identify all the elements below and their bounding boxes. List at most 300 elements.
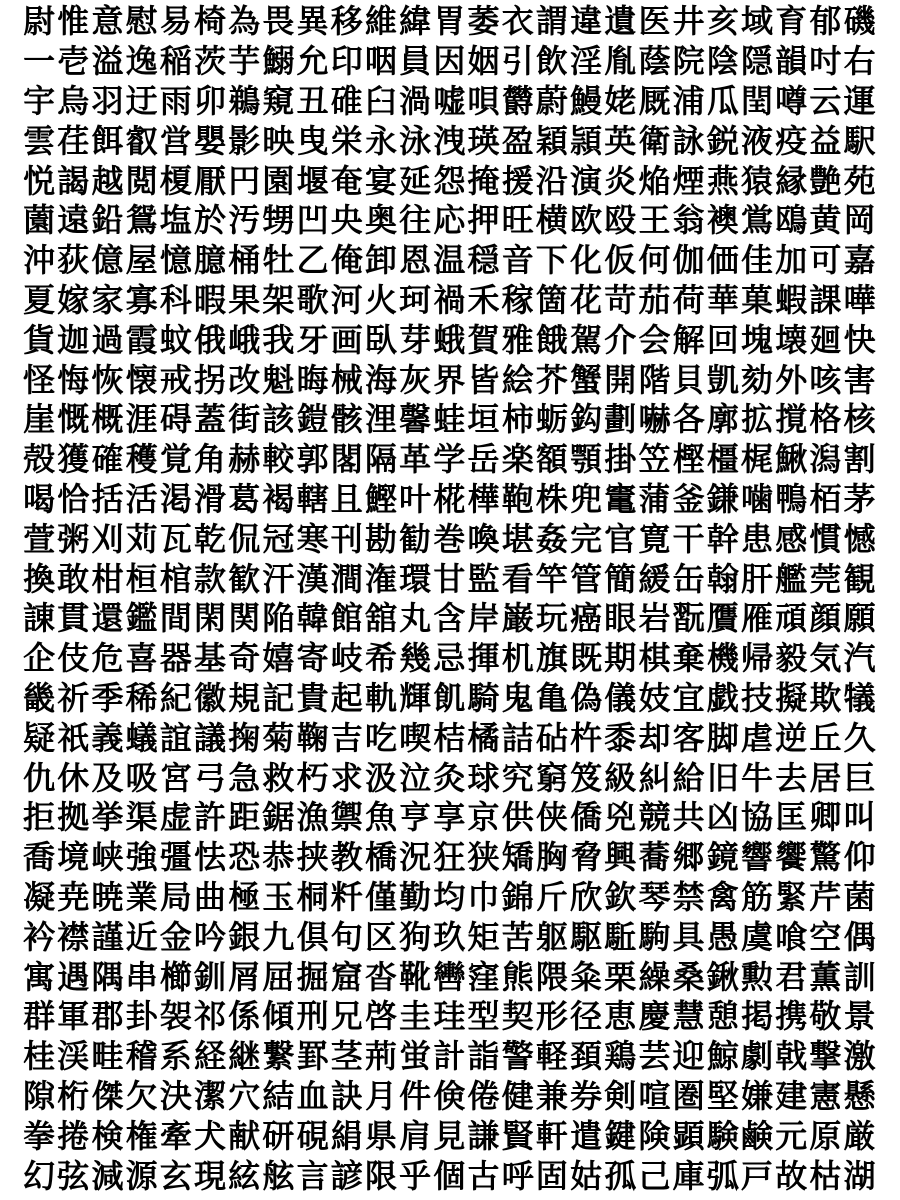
kanji-glyph: 堅	[706, 1076, 739, 1115]
kanji-row	[0, 400, 900, 440]
kanji-glyph: 騎	[467, 678, 500, 717]
kanji-glyph: 柑	[91, 559, 124, 598]
kanji-glyph: 寡	[125, 280, 158, 319]
kanji-glyph: 樫	[672, 440, 705, 479]
kanji-glyph: 滑	[194, 479, 227, 518]
kanji-glyph: 戸	[741, 1156, 774, 1195]
kanji-glyph: 憾	[843, 519, 876, 558]
kanji-glyph: 悔	[57, 360, 90, 399]
kanji-glyph: 巨	[843, 758, 876, 797]
kanji-glyph: 吸	[125, 758, 158, 797]
kanji-glyph: 営	[159, 121, 192, 160]
kanji-glyph: 掛	[604, 440, 637, 479]
kanji-glyph: 苦	[501, 917, 534, 956]
kanji-glyph: 遇	[57, 957, 90, 996]
kanji-glyph: 伽	[672, 241, 705, 280]
kanji-glyph: 芽	[399, 320, 432, 359]
kanji-glyph: 畿	[23, 678, 56, 717]
kanji-glyph: 拡	[741, 400, 774, 439]
kanji-glyph: 鹸	[741, 1116, 774, 1155]
kanji-glyph: 舘	[364, 599, 397, 638]
kanji-glyph: 影	[228, 121, 261, 160]
kanji-glyph: 潅	[364, 559, 397, 598]
kanji-glyph: 蟹	[570, 360, 603, 399]
kanji-glyph: 缶	[672, 559, 705, 598]
kanji-glyph: 剣	[604, 1076, 637, 1115]
kanji-glyph: 献	[228, 1116, 261, 1155]
kanji-glyph: 魁	[262, 360, 295, 399]
kanji-glyph: 訣	[330, 1076, 363, 1115]
kanji-glyph: 脅	[570, 838, 603, 877]
kanji-glyph: 葛	[228, 479, 261, 518]
kanji-glyph: 羽	[91, 81, 124, 120]
kanji-glyph: 賀	[467, 320, 500, 359]
kanji-glyph: 掬	[228, 718, 261, 757]
kanji-glyph: 殻	[23, 440, 56, 479]
kanji-glyph: 桶	[228, 241, 261, 280]
kanji-glyph: 栢	[809, 479, 842, 518]
kanji-glyph: 権	[125, 1116, 158, 1155]
kanji-glyph: 延	[399, 161, 432, 200]
kanji-glyph: 躯	[535, 917, 568, 956]
kanji-glyph: 筋	[741, 877, 774, 916]
kanji-glyph: 於	[194, 201, 227, 240]
kanji-glyph: 究	[501, 758, 534, 797]
kanji-glyph: 鑑	[125, 599, 158, 638]
kanji-glyph: 援	[501, 161, 534, 200]
kanji-glyph: 疫	[775, 121, 808, 160]
kanji-glyph: 遠	[57, 201, 90, 240]
kanji-glyph: 宜	[672, 678, 705, 717]
kanji-glyph: 己	[638, 1156, 671, 1195]
kanji-glyph: 現	[194, 1156, 227, 1195]
kanji-glyph: 家	[91, 280, 124, 319]
kanji-glyph: 換	[23, 559, 56, 598]
kanji-glyph: 惟	[57, 2, 90, 41]
kanji-glyph: 鋸	[262, 798, 295, 837]
kanji-glyph: 卦	[125, 997, 158, 1036]
kanji-glyph: 訓	[843, 957, 876, 996]
kanji-glyph: 捲	[57, 1116, 90, 1155]
kanji-glyph: 圭	[399, 997, 432, 1036]
kanji-glyph: 下	[535, 241, 568, 280]
kanji-glyph: 右	[843, 42, 876, 81]
kanji-glyph: 軽	[535, 1037, 568, 1076]
kanji-glyph: 景	[843, 997, 876, 1036]
kanji-glyph: 我	[262, 320, 295, 359]
kanji-glyph: 咳	[809, 360, 842, 399]
kanji-glyph: 巻	[433, 519, 466, 558]
kanji-glyph: 僅	[364, 877, 397, 916]
kanji-glyph: 勘	[364, 519, 397, 558]
kanji-glyph: 蝦	[775, 280, 808, 319]
kanji-glyph: 渠	[125, 798, 158, 837]
kanji-glyph: 却	[638, 718, 671, 757]
kanji-glyph: 恵	[604, 997, 637, 1036]
kanji-glyph: 卸	[364, 241, 397, 280]
kanji-glyph: 矯	[501, 838, 534, 877]
kanji-glyph: 桁	[57, 1076, 90, 1115]
kanji-glyph: 呼	[501, 1156, 534, 1195]
kanji-glyph: 化	[570, 241, 603, 280]
kanji-glyph: 減	[91, 1156, 124, 1195]
kanji-glyph: 局	[159, 877, 192, 916]
kanji-glyph: 喜	[125, 639, 158, 678]
kanji-glyph: 穎	[535, 121, 568, 160]
kanji-glyph: 珂	[399, 280, 432, 319]
kanji-glyph: 駕	[570, 320, 603, 359]
kanji-glyph: 狭	[467, 838, 500, 877]
kanji-glyph: 銀	[228, 917, 261, 956]
kanji-glyph: 荏	[57, 121, 90, 160]
kanji-glyph: 観	[843, 559, 876, 598]
kanji-glyph: 逸	[125, 42, 158, 81]
kanji-glyph: 額	[535, 440, 568, 479]
kanji-glyph: 欽	[604, 877, 637, 916]
kanji-glyph: 鰯	[262, 42, 295, 81]
kanji-glyph: 休	[57, 758, 90, 797]
kanji-glyph: 演	[570, 161, 603, 200]
kanji-glyph: 琴	[638, 877, 671, 916]
kanji-glyph: 廻	[809, 320, 842, 359]
kanji-glyph: 怨	[433, 161, 466, 200]
kanji-glyph: 曲	[194, 877, 227, 916]
kanji-glyph: 企	[23, 639, 56, 678]
kanji-glyph: 韻	[775, 42, 808, 81]
kanji-glyph: 遣	[570, 1116, 603, 1155]
kanji-glyph: 甘	[433, 559, 466, 598]
kanji-glyph: 教	[330, 838, 363, 877]
kanji-glyph: 岐	[330, 639, 363, 678]
kanji-glyph: 謂	[535, 2, 568, 41]
kanji-glyph: 塊	[741, 320, 774, 359]
kanji-glyph: 喬	[23, 838, 56, 877]
kanji-glyph: 妓	[638, 678, 671, 717]
kanji-glyph: 祁	[194, 997, 227, 1036]
kanji-glyph: 怪	[23, 360, 56, 399]
kanji-glyph: 空	[809, 917, 842, 956]
kanji-glyph: 噂	[775, 81, 808, 120]
kanji-glyph: 飢	[433, 678, 466, 717]
kanji-glyph: 瓦	[159, 519, 192, 558]
kanji-glyph: 旧	[706, 758, 739, 797]
kanji-glyph: 鏡	[706, 838, 739, 877]
kanji-glyph: 軒	[535, 1116, 568, 1155]
kanji-glyph: 孤	[604, 1156, 637, 1195]
kanji-glyph: 兄	[330, 997, 363, 1036]
kanji-glyph: 険	[638, 1116, 671, 1155]
kanji-glyph: 芹	[809, 877, 842, 916]
kanji-glyph: 極	[228, 877, 261, 916]
kanji-glyph: 検	[91, 1116, 124, 1155]
kanji-glyph: 胸	[535, 838, 568, 877]
kanji-glyph: 課	[809, 280, 842, 319]
kanji-glyph: 快	[843, 320, 876, 359]
kanji-glyph: 胤	[604, 42, 637, 81]
kanji-glyph: 餌	[91, 121, 124, 160]
kanji-glyph: 確	[91, 440, 124, 479]
kanji-glyph: 庫	[672, 1156, 705, 1195]
kanji-glyph: 嫌	[741, 1076, 774, 1115]
kanji-glyph: 姻	[467, 42, 500, 81]
kanji-glyph: 簡	[604, 559, 637, 598]
kanji-glyph: 肝	[741, 559, 774, 598]
kanji-glyph: 建	[775, 1076, 808, 1115]
kanji-glyph: 翫	[672, 599, 705, 638]
kanji-glyph: 刑	[296, 997, 329, 1036]
kanji-glyph: 刈	[91, 519, 124, 558]
kanji-glyph: 壊	[775, 320, 808, 359]
kanji-glyph: 蔭	[638, 42, 671, 81]
kanji-glyph: 驚	[809, 838, 842, 877]
kanji-glyph: 虚	[159, 798, 192, 837]
kanji-glyph: 吋	[809, 42, 842, 81]
kanji-glyph: 牛	[741, 758, 774, 797]
kanji-glyph: 球	[467, 758, 500, 797]
kanji-glyph: 塩	[159, 201, 192, 240]
kanji-glyph: 狗	[399, 917, 432, 956]
kanji-glyph: 玉	[262, 877, 295, 916]
kanji-glyph: 誼	[159, 718, 192, 757]
kanji-glyph: 乎	[399, 1156, 432, 1195]
kanji-glyph: 元	[775, 1116, 808, 1155]
kanji-glyph: 釧	[194, 957, 227, 996]
kanji-row	[0, 917, 900, 957]
kanji-row	[0, 957, 900, 997]
kanji-glyph: 救	[262, 758, 295, 797]
kanji-glyph: 泣	[399, 758, 432, 797]
kanji-glyph: 群	[23, 997, 56, 1036]
kanji-glyph: 鵜	[228, 81, 261, 120]
kanji-glyph: 尭	[57, 877, 90, 916]
kanji-glyph: 玄	[159, 1156, 192, 1195]
kanji-glyph: 粁	[330, 877, 363, 916]
kanji-glyph: 黍	[604, 718, 637, 757]
kanji-glyph: 粂	[570, 957, 603, 996]
kanji-glyph: 悦	[23, 161, 56, 200]
kanji-glyph: 均	[433, 877, 466, 916]
kanji-row	[0, 718, 900, 758]
kanji-glyph: 員	[399, 42, 432, 81]
kanji-glyph: 限	[364, 1156, 397, 1195]
kanji-glyph: 雲	[23, 121, 56, 160]
kanji-glyph: 臆	[194, 241, 227, 280]
kanji-glyph: 隙	[23, 1076, 56, 1115]
kanji-glyph: 窟	[330, 957, 363, 996]
kanji-glyph: 偶	[843, 917, 876, 956]
kanji-glyph: 環	[399, 559, 432, 598]
kanji-glyph: 汗	[262, 559, 295, 598]
kanji-glyph: 寓	[23, 957, 56, 996]
kanji-glyph: 茨	[194, 42, 227, 81]
kanji-glyph: 概	[91, 400, 124, 439]
kanji-glyph: 撃	[809, 1037, 842, 1076]
kanji-glyph: 形	[535, 997, 568, 1036]
kanji-glyph: 寛	[638, 519, 671, 558]
kanji-glyph: 較	[262, 440, 295, 479]
kanji-glyph: 固	[535, 1156, 568, 1195]
kanji-glyph: 丸	[399, 599, 432, 638]
kanji-glyph: 漢	[296, 559, 329, 598]
kanji-glyph: 謙	[467, 1116, 500, 1155]
kanji-glyph: 感	[775, 519, 808, 558]
kanji-glyph: 喫	[399, 718, 432, 757]
kanji-glyph: 艶	[809, 161, 842, 200]
kanji-glyph: 丘	[809, 718, 842, 757]
kanji-glyph: 壱	[57, 42, 90, 81]
kanji-glyph: 釜	[672, 479, 705, 518]
kanji-glyph: 屑	[228, 957, 261, 996]
kanji-glyph: 劃	[604, 400, 637, 439]
kanji-glyph: 怯	[194, 838, 227, 877]
kanji-glyph: 臥	[364, 320, 397, 359]
kanji-glyph: 崖	[23, 400, 56, 439]
kanji-glyph: 叡	[125, 121, 158, 160]
kanji-glyph: 屈	[262, 957, 295, 996]
kanji-glyph: 褐	[262, 479, 295, 518]
kanji-glyph: 鰻	[570, 81, 603, 120]
kanji-glyph: 甥	[262, 201, 295, 240]
kanji-glyph: 陰	[706, 42, 739, 81]
kanji-glyph: 鴨	[775, 479, 808, 518]
kanji-glyph: 園	[262, 161, 295, 200]
kanji-glyph: 禽	[706, 877, 739, 916]
kanji-glyph: 英	[604, 121, 637, 160]
kanji-glyph: 閑	[194, 599, 227, 638]
kanji-glyph: 映	[262, 121, 295, 160]
kanji-glyph: 違	[570, 2, 603, 41]
kanji-glyph: 卯	[194, 81, 227, 120]
kanji-glyph: 給	[672, 758, 705, 797]
kanji-glyph: 魚	[364, 798, 397, 837]
kanji-glyph: 轡	[433, 957, 466, 996]
kanji-glyph: 見	[433, 1116, 466, 1155]
kanji-glyph: 嬉	[262, 639, 295, 678]
kanji-glyph: 彊	[159, 838, 192, 877]
kanji-glyph: 枯	[809, 1156, 842, 1195]
kanji-glyph: 沿	[535, 161, 568, 200]
kanji-glyph: 隅	[91, 957, 124, 996]
kanji-glyph: 型	[467, 997, 500, 1036]
kanji-glyph: 顎	[570, 440, 603, 479]
kanji-glyph: 器	[159, 639, 192, 678]
kanji-glyph: 憲	[809, 1076, 842, 1115]
kanji-glyph: 帰	[741, 639, 774, 678]
kanji-glyph: 系	[159, 1037, 192, 1076]
kanji-glyph: 絃	[228, 1156, 261, 1195]
kanji-glyph: 該	[262, 400, 295, 439]
kanji-glyph: 揮	[467, 639, 500, 678]
kanji-glyph: 砧	[535, 718, 568, 757]
kanji-glyph: 橘	[467, 718, 500, 757]
kanji-glyph: 詣	[467, 1037, 500, 1076]
kanji-glyph: 駆	[570, 917, 603, 956]
kanji-glyph: 勲	[741, 957, 774, 996]
kanji-glyph: 棄	[672, 639, 705, 678]
kanji-glyph: 級	[604, 758, 637, 797]
kanji-glyph: 階	[638, 360, 671, 399]
kanji-glyph: 粥	[57, 519, 90, 558]
kanji-glyph: 顔	[809, 599, 842, 638]
kanji-glyph: 蛎	[535, 400, 568, 439]
kanji-glyph: 核	[843, 400, 876, 439]
kanji-glyph: 開	[604, 360, 637, 399]
kanji-glyph: 茅	[843, 479, 876, 518]
kanji-glyph: 言	[296, 1156, 329, 1195]
kanji-glyph: 気	[809, 639, 842, 678]
kanji-glyph: 毅	[775, 639, 808, 678]
kanji-glyph: 菓	[741, 280, 774, 319]
kanji-glyph: 押	[467, 201, 500, 240]
kanji-glyph: 為	[228, 2, 261, 41]
kanji-glyph: 句	[330, 917, 363, 956]
kanji-glyph: 苛	[604, 280, 637, 319]
kanji-glyph: 萱	[23, 519, 56, 558]
kanji-glyph: 廓	[706, 400, 739, 439]
kanji-glyph: 棋	[638, 639, 671, 678]
kanji-glyph: 機	[706, 639, 739, 678]
kanji-glyph: 各	[672, 400, 705, 439]
kanji-glyph: 癌	[570, 599, 603, 638]
kanji-glyph: 冠	[262, 519, 295, 558]
kanji-glyph: 狂	[433, 838, 466, 877]
kanji-glyph: 応	[433, 201, 466, 240]
kanji-glyph: 犬	[194, 1116, 227, 1155]
kanji-glyph: 繰	[638, 957, 671, 996]
kanji-glyph: 戟	[775, 1037, 808, 1076]
kanji-glyph: 括	[91, 479, 124, 518]
kanji-glyph: 協	[741, 798, 774, 837]
kanji-glyph: 供	[501, 798, 534, 837]
kanji-glyph: 吃	[364, 718, 397, 757]
kanji-glyph: 渓	[57, 1037, 90, 1076]
kanji-glyph: 近	[125, 917, 158, 956]
kanji-glyph: 及	[91, 758, 124, 797]
kanji-glyph: 駈	[604, 917, 637, 956]
kanji-glyph: 鎌	[706, 479, 739, 518]
kanji-glyph: 傾	[262, 997, 295, 1036]
kanji-glyph: 加	[775, 241, 808, 280]
kanji-glyph: 血	[296, 1076, 329, 1115]
kanji-glyph: 共	[672, 798, 705, 837]
kanji-glyph: 笈	[570, 758, 603, 797]
kanji-glyph: 恩	[399, 241, 432, 280]
kanji-glyph: 兜	[570, 479, 603, 518]
kanji-glyph: 急	[228, 758, 261, 797]
kanji-glyph: 允	[296, 42, 329, 81]
kanji-glyph: 噛	[741, 479, 774, 518]
kanji-glyph: 吟	[194, 917, 227, 956]
kanji-glyph: 喝	[23, 479, 56, 518]
kanji-glyph: 革	[399, 440, 432, 479]
kanji-glyph: 諺	[330, 1156, 363, 1195]
kanji-glyph: 傑	[91, 1076, 124, 1115]
kanji-glyph: 軍	[57, 997, 90, 1036]
kanji-glyph: 益	[809, 121, 842, 160]
kanji-glyph: 継	[228, 1037, 261, 1076]
kanji-glyph: 斤	[535, 877, 568, 916]
kanji-glyph: 瑛	[467, 121, 500, 160]
kanji-glyph: 井	[672, 2, 705, 41]
kanji-glyph: 嚇	[638, 400, 671, 439]
kanji-glyph: 牙	[296, 320, 329, 359]
kanji-glyph: 健	[501, 1076, 534, 1115]
kanji-glyph: 暇	[194, 280, 227, 319]
kanji-glyph: 亨	[399, 798, 432, 837]
kanji-glyph: 干	[672, 519, 705, 558]
kanji-glyph: 月	[364, 1076, 397, 1115]
kanji-glyph: 厩	[638, 81, 671, 120]
